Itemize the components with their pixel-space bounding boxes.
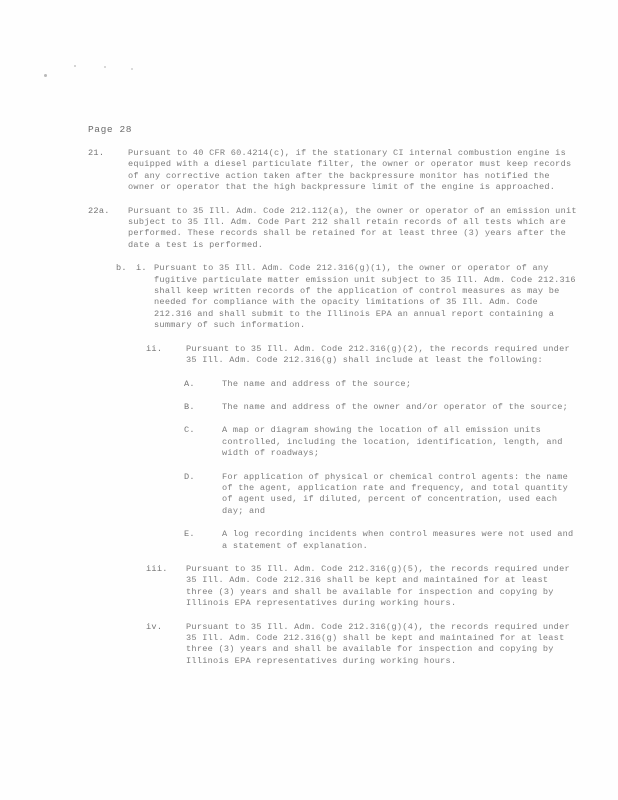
list-item-marker: b. [116,263,127,274]
list-item [88,205,583,252]
list-item [146,344,580,367]
list-item-text: A log recording incidents when control measures were not used and a statement of explanation. [222,529,579,551]
page-number-label: Page 28 [88,124,133,135]
list-item [146,622,580,668]
list-item [184,425,580,459]
list-item-text: A map or diagram showing the location of all emission units controlled, including the location, identification, length, and width of roadways; [222,425,569,459]
list-item-marker: A. [184,378,195,389]
scan-artifact-speck [44,74,47,77]
list-item-text: Pursuant to 35 Ill. Adm. Code 212.316(g)(1), the owner or operator of any fugitive particulate matter emission unit subject to 35 Ill. Adm. Code 212.316 shall keep written records of the application of control measures as may be needed for compliance with the opacity limitations of 35 Ill. Adm. Code 212.316 and shall submit to the Illinois EPA an annual report containing a summary of such information. [154,263,582,331]
list-item-marker: B. [184,401,195,412]
list-item-marker: E. [184,529,195,540]
list-item [184,379,580,390]
list-item [116,263,580,331]
list-item-text: Pursuant to 35 Ill. Adm. Code 212.316(g)(4), the records required under 35 Ill. Adm. Code 212.316(g) shall be kept and maintained for at least three (3) years and shall be available for inspection and copying by Illinois EPA representatives during working hours. [186,621,576,666]
list-item-text: Pursuant to 35 Ill. Adm. Code 212.112(a), the owner or operator of an emission unit subject to 35 Ill. Adm. Code Part 212 shall retain records of all tests which are performed. These records shall be retained for at least three (3) years after the date a test is performed. [128,205,583,250]
list-item [184,472,580,518]
document-body [60,148,583,679]
list-item-text: For application of physical or chemical control agents: the name of the agent, application rate and frequency, and total quantity of agent used, if diluted, percent of concentration, used each day; and [222,471,574,516]
list-item-text: Pursuant to 35 Ill. Adm. Code 212.316(g)(5), the records required under 35 Ill. Adm. Code 212.316 shall be kept and maintained for at least three (3) years and shall be available for inspection and copying by Illinois EPA representatives during working hours. [186,563,576,609]
list-item [88,148,580,194]
list-item-text: Pursuant to 35 Ill. Adm. Code 212.316(g)(2), the records required under 35 Ill. Adm. Code 212.316(g) shall include at least the following: [186,343,576,366]
list-item-marker: D. [184,471,195,482]
list-item [184,529,580,552]
list-item-marker: C. [184,425,195,436]
scan-artifact-speck [104,66,106,68]
scan-artifact-speck [74,65,76,67]
list-item [146,564,580,610]
list-item-text: The name and address of the source; [222,378,412,389]
list-item-marker: 21. [88,148,105,158]
list-item-text: The name and address of the owner and/or operator of the source; [222,401,569,412]
list-item-marker: iii. [146,563,168,574]
list-item [184,402,580,413]
list-item-marker: 22a. [88,205,110,216]
list-item-marker: iv. [146,621,163,632]
list-item-text: Pursuant to 40 CFR 60.4214(c), if the stationary CI internal combustion engine is equipped with a diesel particulate filter, the owner or operator must keep records of any corrective action taken after the backpressure monitor has notified the owner or operator that the high backpressure limit of the engine is approached. [128,148,577,193]
list-item-marker: ii. [146,343,163,354]
list-item-sub-marker: i. [136,263,147,274]
scan-artifact-speck [131,68,133,70]
